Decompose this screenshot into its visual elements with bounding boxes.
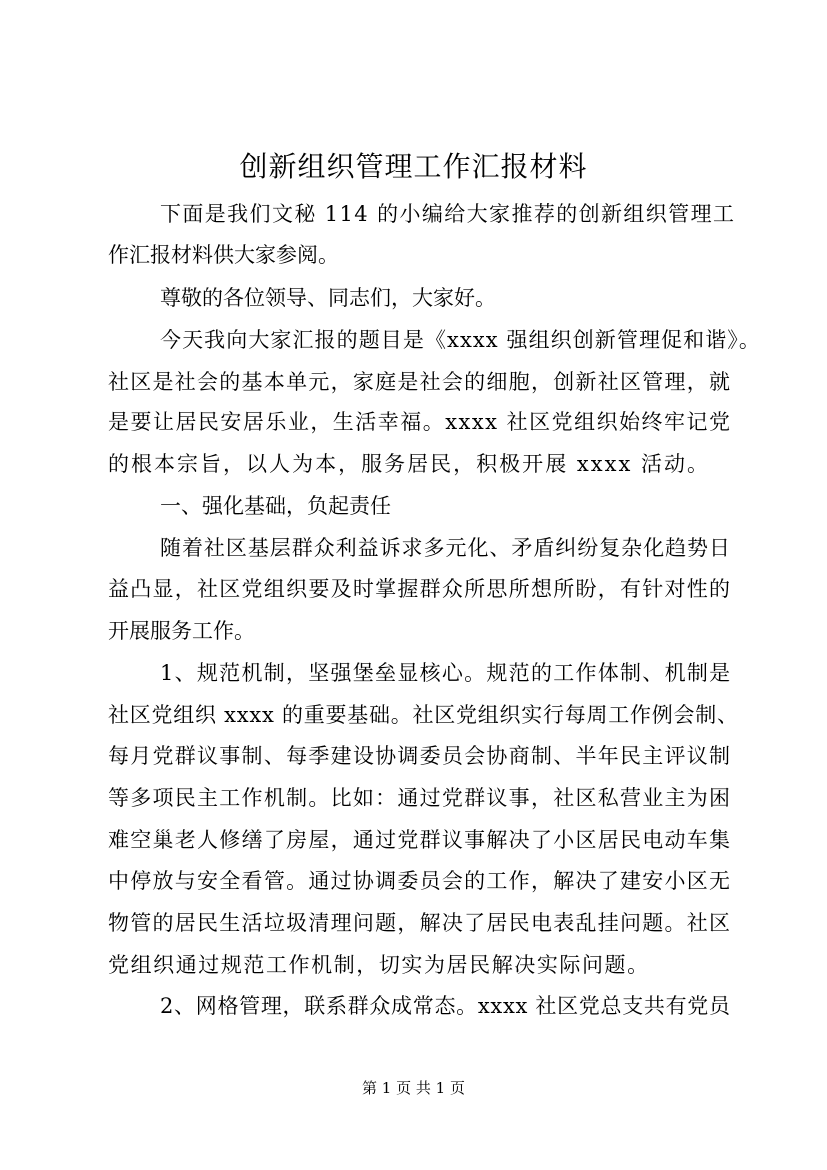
paragraph-line: 今天我向大家汇报的题目是《xxxx 强组织创新管理促和谐》。 <box>160 328 761 352</box>
paragraph-line: 党组织通过规范工作机制，切实为居民解决实际问题。 <box>108 953 650 977</box>
paragraph-line: 开展服务工作。 <box>108 619 255 643</box>
paragraph-line: 是要让居民安居乐业，生活幸福。xxxx 社区党组织始终牢记党 <box>108 410 732 434</box>
page-footer: 第 1 页 共 1 页 <box>362 1079 465 1097</box>
paragraph-line: 等多项民主工作机制。比如：通过党群议事，社区私营业主为困 <box>108 786 732 810</box>
paragraph-line: 下面是我们文秘 114 的小编给大家推荐的创新组织管理工 <box>160 202 736 226</box>
document-title: 创新组织管理工作汇报材料 <box>239 150 588 183</box>
section-heading: 一、强化基础，负起责任 <box>160 494 391 518</box>
paragraph-line: 1、规范机制，坚强堡垒显核心。规范的工作体制、机制是 <box>160 661 732 685</box>
paragraph-line: 2、网格管理，联系群众成常态。xxxx 社区党总支共有党员 <box>160 994 731 1018</box>
paragraph-line: 难空巢老人修缮了房屋，通过党群议事解决了小区居民电动车集 <box>108 828 732 852</box>
paragraph-line: 中停放与安全看管。通过协调委员会的工作，解决了建安小区无 <box>108 869 732 893</box>
paragraph-line: 社区党组织 xxxx 的重要基础。社区党组织实行每周工作例会制、 <box>108 703 739 727</box>
paragraph-line: 每月党群议事制、每季建设协调委员会协商制、半年民主评议制 <box>108 744 732 768</box>
paragraph-line: 作汇报材料供大家参阅。 <box>108 243 339 267</box>
paragraph-line: 益凸显，社区党组织要及时掌握群众所思所想所盼，有针对性的 <box>108 577 732 601</box>
paragraph-line: 随着社区基层群众利益诉求多元化、矛盾纠纷复杂化趋势日 <box>160 536 731 560</box>
paragraph-line: 尊敬的各位领导、同志们，大家好。 <box>160 286 496 310</box>
paragraph-line: 社区是社会的基本单元，家庭是社会的细胞，创新社区管理，就 <box>108 370 732 394</box>
paragraph-line: 的根本宗旨，以人为本，服务居民，积极开展 xxxx 活动。 <box>108 452 711 476</box>
paragraph-line: 物管的居民生活垃圾清理问题，解决了居民电表乱挂问题。社区 <box>108 911 732 935</box>
